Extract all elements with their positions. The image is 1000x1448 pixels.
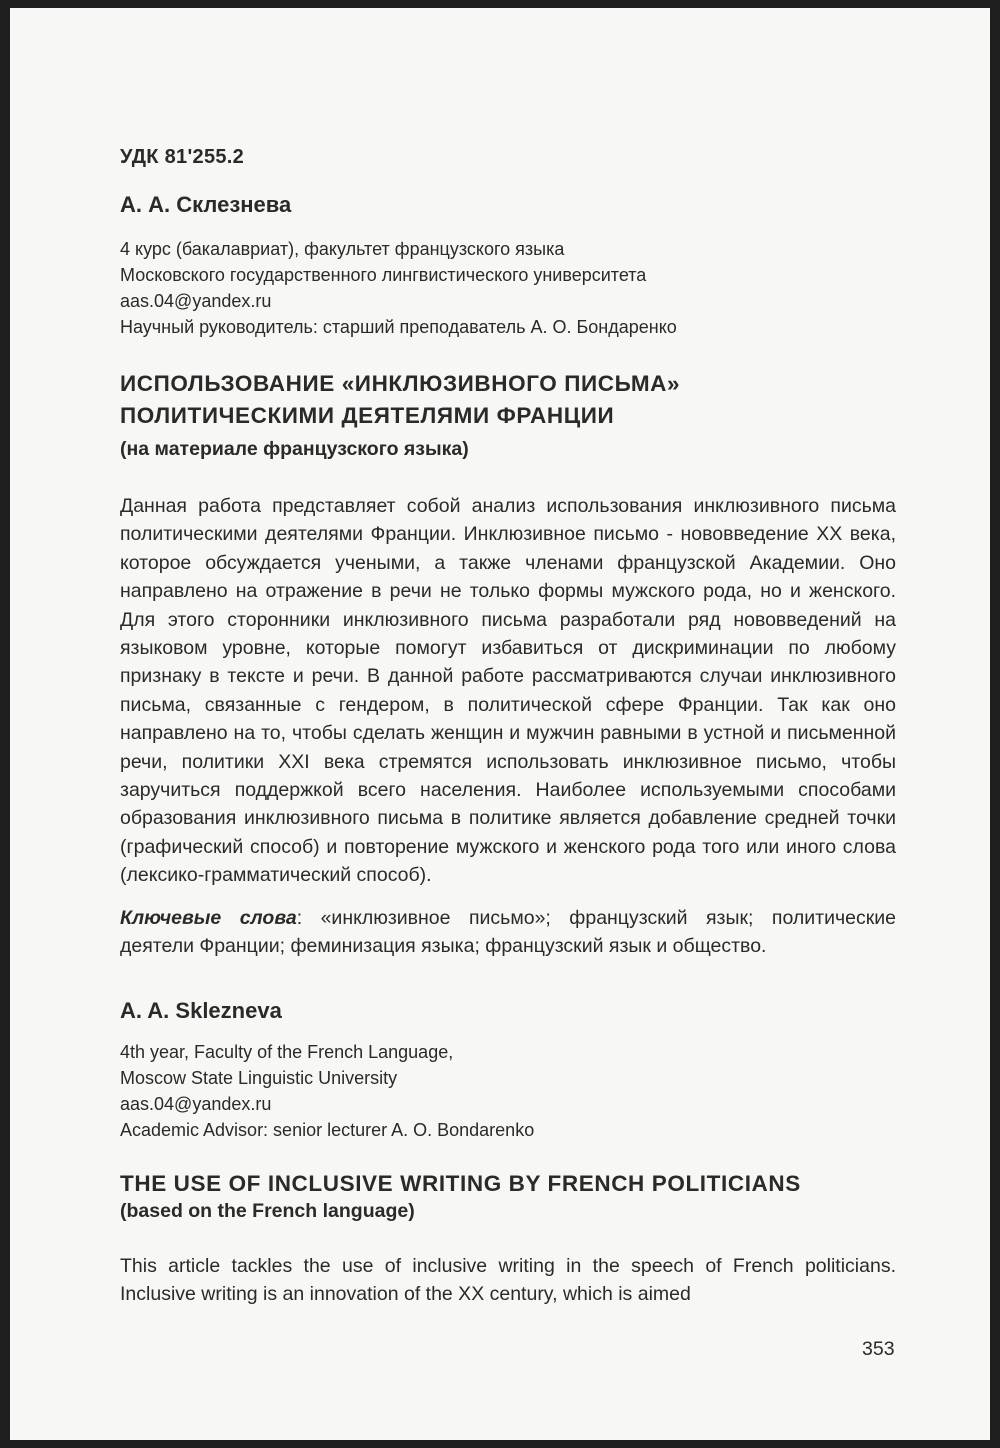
title-line: ИСПОЛЬЗОВАНИЕ «ИНКЛЮЗИВНОГО ПИСЬМА» — [120, 371, 681, 396]
article-title-en: THE USE OF INCLUSIVE WRITING BY FRENCH POLITICIANS — [120, 1171, 801, 1196]
author-name-en: A. A. Sklezneva — [120, 998, 282, 1023]
udk-code: УДК 81'255.2 — [120, 146, 245, 168]
abstract-ru: Данная работа представляет собой анализ использования инклюзивного письма политическими деятелями Франции. Инклюзивное письмо - нововведение XX века, которое обсуждается учеными, а также членами французской Академии. Оно направлено на отражение в речи не только формы мужского рода, но и женского. Для этого сторонники инклюзивного письма разработали ряд нововведений на языковом уровне, которые помогут избавиться от дискриминации по любому признаку в тексте и речи. В данной работе рассматриваются случаи инклюзивного письма, связанные с гендером, в политической сфере Франции. Так как оно направлено на то, чтобы сделать женщин и мужчин равными в устной и письменной речи, политики XXI века стремятся использовать инклюзивное письмо, чтобы заручиться поддержкой всего населения. Наиболее используемыми способами образования инклюзивного письма в политике является добавление средней точки (графический способ) и повторение мужского и женского рода того или иного слова (лексико-грамматический способ). — [120, 495, 896, 887]
author-info-line: Московского государственного лингвистического университета — [120, 265, 647, 285]
author-info-ru — [120, 236, 677, 340]
author-info-line: 4 курс (бакалавриат), факультет французского языка — [120, 239, 565, 259]
keywords-ru — [120, 904, 896, 961]
abstract-en: This article tackles the use of inclusive writing in the speech of French politicians. Inclusive writing is an innovation of the XX century, which is aimed — [120, 1255, 896, 1306]
advisor-line: Academic Advisor: senior lecturer A. O. Bondarenko — [120, 1120, 535, 1140]
author-info-en — [120, 1039, 534, 1143]
author-email: aas.04@yandex.ru — [120, 1094, 272, 1114]
author-name-ru: А. А. Склезнева — [120, 192, 292, 217]
article-subtitle-en: (based on the French language) — [120, 1200, 415, 1222]
article-title-ru — [120, 368, 680, 432]
keywords-text: : «инклюзивное письмо»; французский язык; политические деятели Франции; феминизация языка; французский язык и общество. — [120, 907, 896, 958]
title-line: ПОЛИТИЧЕСКИМИ ДЕЯТЕЛЯМИ ФРАНЦИИ — [120, 403, 615, 428]
author-info-line: Moscow State Linguistic University — [120, 1068, 398, 1088]
article-subtitle-ru: (на материале французского языка) — [120, 438, 469, 460]
page-number: 353 — [862, 1338, 895, 1360]
author-email: aas.04@yandex.ru — [120, 291, 272, 311]
document-page — [10, 8, 990, 1440]
author-info-line: 4th year, Faculty of the French Language, — [120, 1042, 454, 1062]
keywords-label: Ключевые слова — [120, 907, 297, 929]
advisor-line: Научный руководитель: старший преподаватель А. О. Бондаренко — [120, 317, 677, 337]
